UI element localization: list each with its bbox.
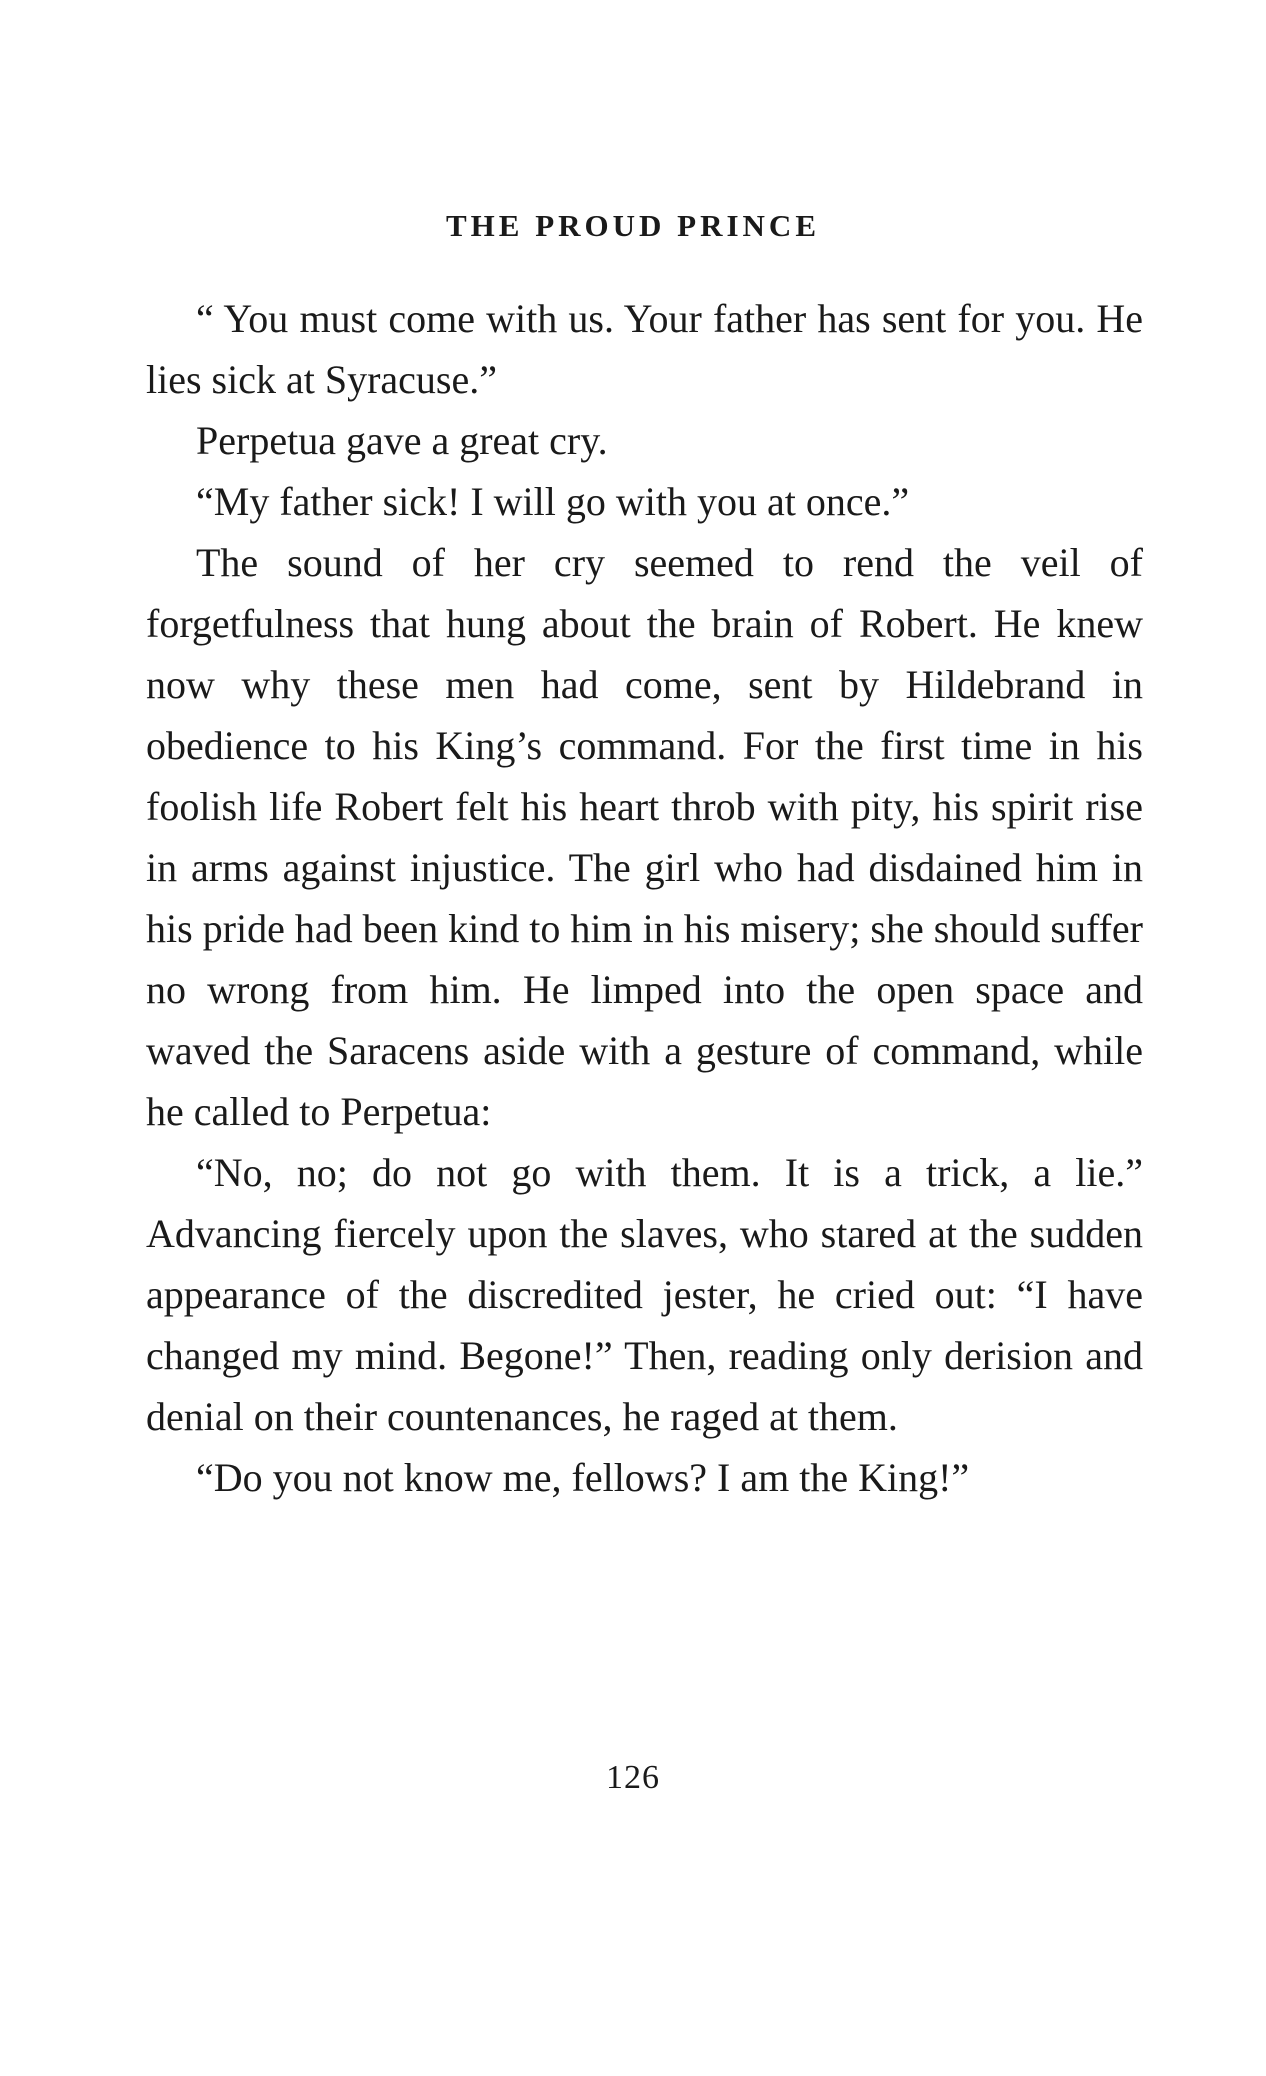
paragraph-i-am-the-king: “Do you not know me, fellows? I am the King!” bbox=[196, 1455, 970, 1500]
paragraph-father-sick: “My father sick! I will go with you at once.” bbox=[196, 479, 910, 524]
paragraph-father-sent: “ You must come with us. Your father has sent for you. He lies sick at Syracuse.” bbox=[146, 296, 1143, 402]
paragraph-veil-of-forgetfulness: The sound of her cry seemed to rend the veil of forgetfulness that hung about the brain of Robert. He knew now why these men had come, sent by Hildebrand in obedience to his King’s command. For the first time in his foolish life Robert felt his heart throb with pity, his spirit rise in arms against injustice. The girl who had disdained him in his pride had been kind to him in his misery; she should suffer no wrong from him. He limped into the open space and waved the Saracens aside with a gesture of command, while he called to Perpetua: bbox=[146, 540, 1143, 1134]
running-head: THE PROUD PRINCE bbox=[445, 208, 820, 243]
body-text bbox=[146, 288, 1143, 1508]
paragraph-not-go-with-them: “No, no; do not go with them. It is a trick, a lie.” Advancing fiercely upon the slaves, who stared at the sudden appearance of the discredited jester, he cried out: “I have changed my mind. Begone!” Then, reading only derision and denial on their countenances, he raged at them. bbox=[146, 1150, 1143, 1439]
page-number: 126 bbox=[606, 1759, 660, 1796]
paragraph-great-cry: Perpetua gave a great cry. bbox=[196, 418, 608, 463]
